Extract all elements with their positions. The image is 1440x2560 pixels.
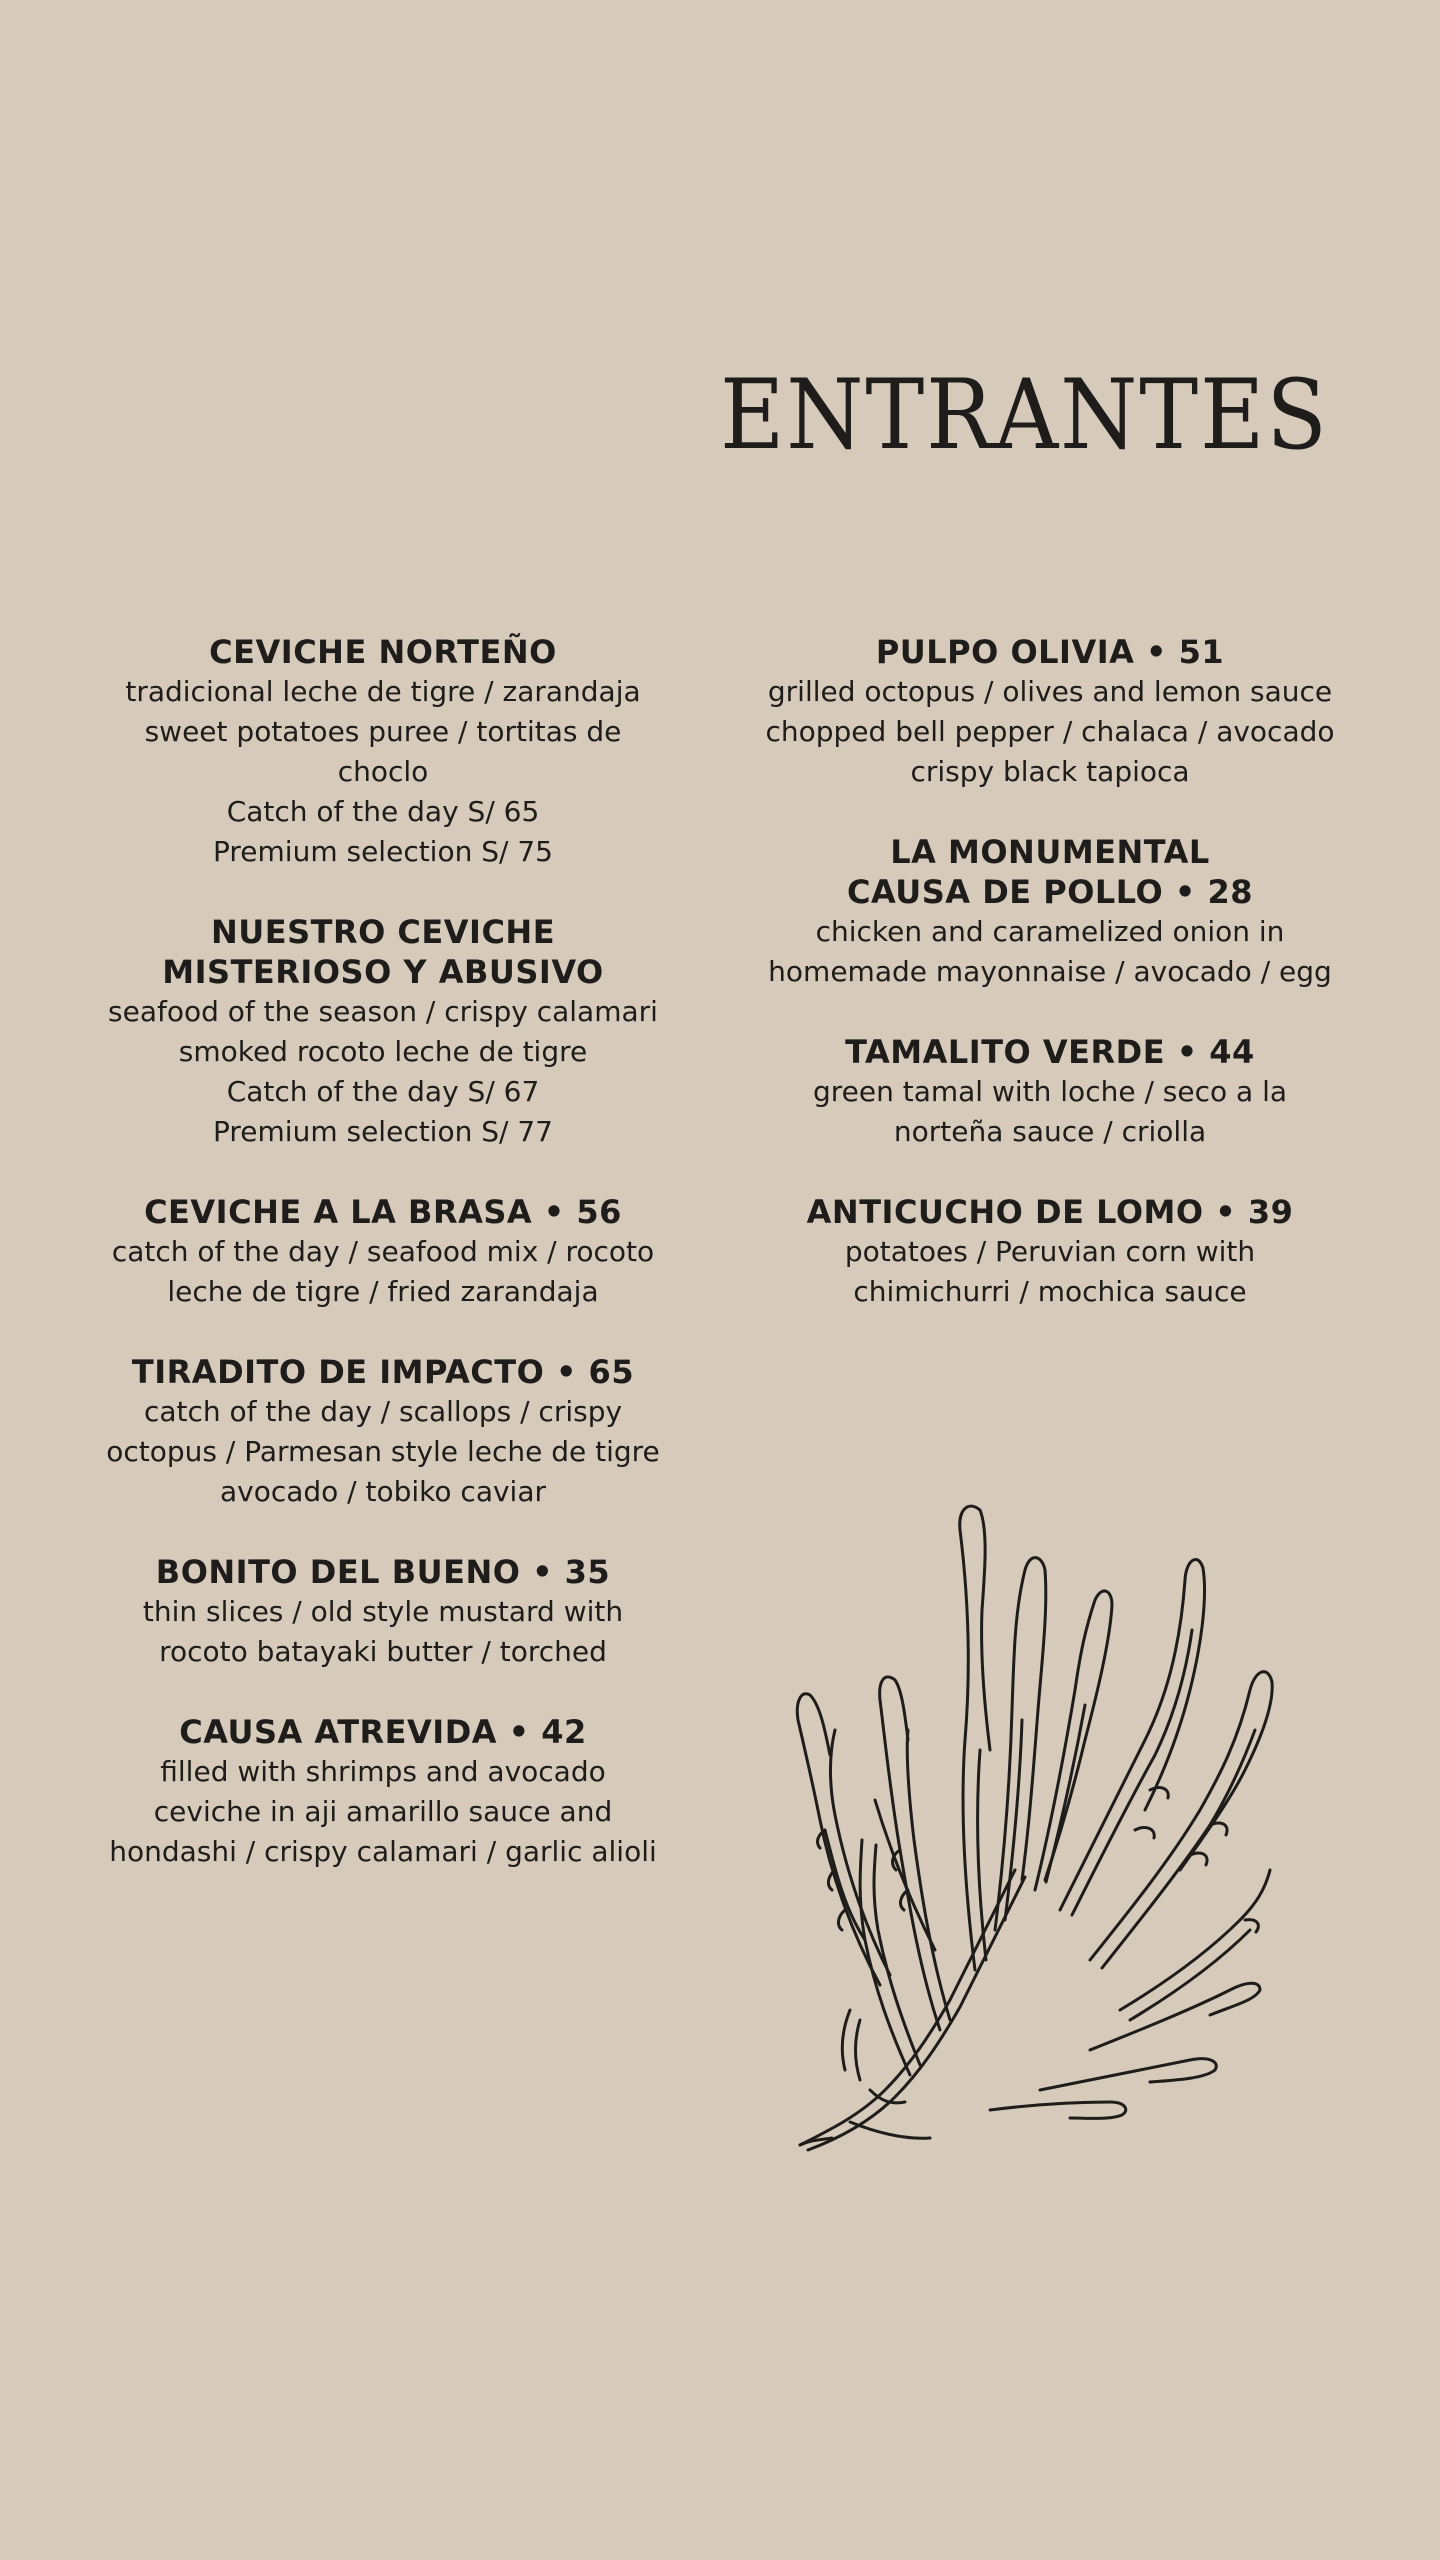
menu-item-name: CAUSA ATREVIDA • 42 bbox=[179, 1713, 587, 1751]
menu-item-description: catch of the day / seafood mix / rocoto bbox=[111, 1235, 655, 1268]
menu-item-description: choclo bbox=[337, 755, 429, 788]
menu-item-description: thin slices / old style mustard with bbox=[142, 1595, 624, 1628]
menu-item-name: BONITO DEL BUENO • 35 bbox=[155, 1553, 611, 1591]
coral-illustration-icon bbox=[790, 1490, 1290, 2160]
menu-item-description: chopped bell pepper / chalaca / avocado bbox=[765, 715, 1335, 748]
menu-item-name: TIRADITO DE IMPACTO • 65 bbox=[131, 1353, 635, 1391]
menu-item bbox=[730, 1192, 1370, 1312]
menu-item bbox=[730, 632, 1370, 792]
menu-item-description: seafood of the season / crispy calamari bbox=[108, 995, 658, 1028]
menu-item-description: Premium selection S/ 77 bbox=[213, 1115, 553, 1148]
menu-item-name: CEVICHE NORTEÑO bbox=[209, 633, 557, 671]
menu-item bbox=[60, 912, 706, 1152]
menu-item-description: filled with shrimps and avocado bbox=[160, 1755, 606, 1788]
menu-item-name: MISTERIOSO Y ABUSIVO bbox=[162, 953, 604, 991]
menu-item-name: CEVICHE A LA BRASA • 56 bbox=[144, 1193, 622, 1231]
menu-item-name: CAUSA DE POLLO • 28 bbox=[846, 873, 1254, 911]
menu-item-name: PULPO OLIVIA • 51 bbox=[875, 633, 1225, 671]
menu-item-description: potatoes / Peruvian corn with bbox=[844, 1235, 1256, 1268]
menu-item-description: Catch of the day S/ 67 bbox=[226, 1075, 540, 1108]
menu-column-left bbox=[60, 632, 706, 1872]
menu-item bbox=[60, 632, 706, 872]
menu-item-description: sweet potatoes puree / tortitas de bbox=[144, 715, 622, 748]
menu-item bbox=[730, 832, 1370, 992]
menu-item-description: crispy black tapioca bbox=[910, 755, 1190, 788]
menu-item-description: Premium selection S/ 75 bbox=[213, 835, 553, 868]
menu-item-description: leche de tigre / fried zarandaja bbox=[167, 1275, 599, 1308]
menu-item-description: rocoto batayaki butter / torched bbox=[159, 1635, 607, 1668]
menu-item bbox=[60, 1552, 706, 1672]
menu-item bbox=[60, 1192, 706, 1312]
menu-item-description: chimichurri / mochica sauce bbox=[853, 1275, 1247, 1308]
menu-item-description: tradicional leche de tigre / zarandaja bbox=[125, 675, 641, 708]
menu-item-name: LA MONUMENTAL bbox=[890, 833, 1210, 871]
menu-item-description: green tamal with loche / seco a la bbox=[812, 1075, 1288, 1108]
menu-item-description: ceviche in aji amarillo sauce and bbox=[153, 1795, 613, 1828]
menu-item-name: ANTICUCHO DE LOMO • 39 bbox=[806, 1193, 1294, 1231]
menu-item-name: NUESTRO CEVICHE bbox=[210, 913, 556, 951]
menu-item bbox=[60, 1352, 706, 1512]
menu-item-description: octopus / Parmesan style leche de tigre bbox=[106, 1435, 660, 1468]
menu-item bbox=[730, 1032, 1370, 1152]
menu-item-description: homemade mayonnaise / avocado / egg bbox=[768, 955, 1332, 988]
menu-item bbox=[60, 1712, 706, 1872]
menu-item-description: Catch of the day S/ 65 bbox=[226, 795, 540, 828]
section-title: ENTRANTES bbox=[720, 359, 1329, 471]
menu-column-right bbox=[730, 632, 1370, 1312]
menu-item-description: hondashi / crispy calamari / garlic alioli bbox=[109, 1835, 657, 1868]
menu-item-name: TAMALITO VERDE • 44 bbox=[845, 1033, 1255, 1071]
menu-item-description: avocado / tobiko caviar bbox=[219, 1475, 547, 1508]
menu-item-description: chicken and caramelized onion in bbox=[815, 915, 1285, 948]
menu-item-description: catch of the day / scallops / crispy bbox=[143, 1395, 623, 1428]
menu-item-description: smoked rocoto leche de tigre bbox=[178, 1035, 588, 1068]
menu-item-description: norteña sauce / criolla bbox=[893, 1115, 1207, 1148]
menu-item-description: grilled octopus / olives and lemon sauce bbox=[767, 675, 1333, 708]
